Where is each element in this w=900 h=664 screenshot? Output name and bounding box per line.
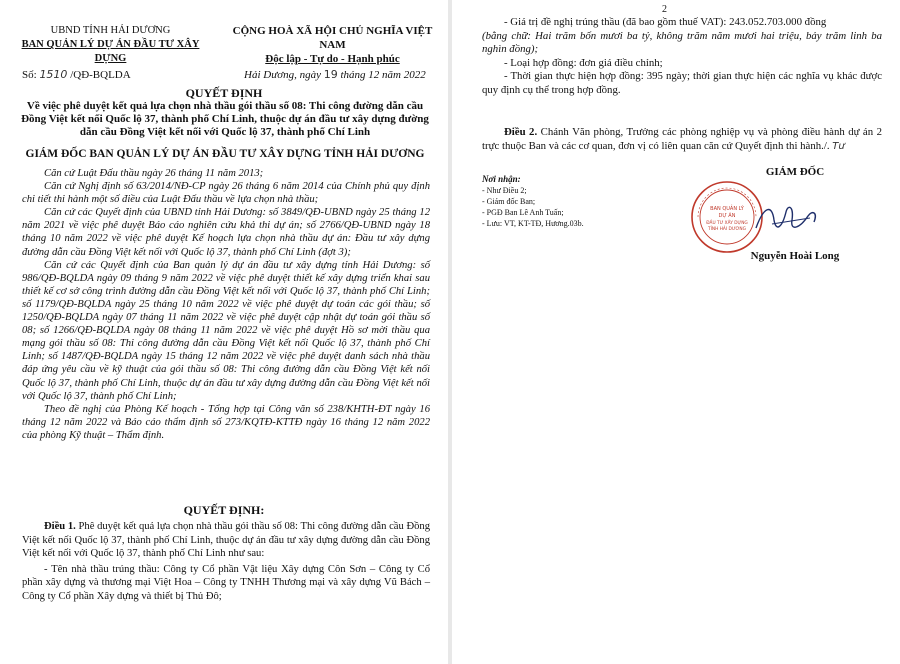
basis-paragraph: Căn cứ các Quyết định của Ban quản lý dự án đầu tư xây dựng tỉnh Hải Dương: số 986/QĐ-BQLDA ngày 09 tháng 9 năm 2022 về việc phê duyệt thiết kế xây dựng triển khai sau thiết kế cơ sở công trình đường dẫn cầu Đồng Việt kết nối với Quốc lộ 37, thành phố Chí Linh; số 1179/QĐ-BQLDA ngày 25 tháng 10 năm 2022 về việc phê duyệt dự toán các gói thầu; số 1250/QĐ-BQLDA ngày 07 tháng 11 năm 2022 về việc phê duyệt cập nhật dự toán gói thầu số 08; số 1266/QĐ-BQLDA ngày 08 tháng 11 năm 2022 về việc phê duyệt Hồ sơ mời thầu qua mạng gói thầu số 08: Thi công đường dẫn cầu Đồng Việt kết nối Quốc lộ 37, thành phố Chí Linh; số 1487/QĐ-BQLDA ngày 15 tháng 12 năm 2022 về việc phê duyệt danh sách nhà thầu đáp ứng yêu cầu về kỹ thuật của gói thầu số 08: Thi công đường dẫn cầu Đồng Việt kết nối Quốc lộ 37, thành phố Chí Linh, thuộc dự án đầu tư xây dựng đường dẫn cầu Đồng Việt kết nối với Quốc lộ 37, thành phố Chí Linh; xyxy=(22,259,430,402)
article-1 xyxy=(22,520,430,606)
document-subject: Về việc phê duyệt kết quả lựa chọn nhà thầu gói thầu số 08: Thi công đường dẫn cầu Đồng Việt kết nối Quốc lộ 37, thành phố Chí Linh, thuộc dự án đầu tư xây dựng đường dẫn cầu Đồng Việt kết nối với Quốc lộ 37, thành phố Chí Linh xyxy=(21,100,429,138)
handwritten-number: 1510 xyxy=(39,68,68,81)
signer-name: Nguyễn Hoài Long xyxy=(750,250,840,262)
document-date xyxy=(244,68,426,81)
article-2-label: Điều 2. xyxy=(504,126,538,138)
svg-text:DỰ ÁN: DỰ ÁN xyxy=(718,213,736,219)
signature-icon xyxy=(752,198,822,238)
basis-paragraph: Căn cứ các Quyết định của UBND tỉnh Hải Dương: số 3849/QĐ-UBND ngày 25 tháng 12 năm 2021 về việc phê duyệt Báo cáo nghiên cứu khả thi dự án; số 2766/QĐ-UBND ngày 18 tháng 10 năm 2022 về việc phê duyệt Kế hoạch lựa chọn nhà thầu dự án: Đầu tư xây dựng đường dẫn cầu Đồng Việt kết nối với Quốc lộ 37, thành phố Chí Linh (đợt 3); xyxy=(22,207,430,258)
basis-paragraph: Theo đề nghị của Phòng Kế hoạch - Tổng hợp tại Công văn số 238/KHTH-ĐT ngày 16 tháng 12 năm 2022 và Báo cáo thẩm định số 273/KQTĐ-KTTĐ ngày 16 tháng 12 năm 2022 của phòng Kỹ thuật – Thẩm định. xyxy=(22,403,430,441)
agency-line-2: BAN QUẢN LÝ DỰ ÁN ĐẦU TƯ XÂY DỰNG xyxy=(21,39,200,64)
svg-text:TỈNH HẢI DƯƠNG: TỈNH HẢI DƯƠNG xyxy=(708,227,746,232)
document-number xyxy=(22,68,131,81)
article-1-text: Phê duyệt kết quả lựa chọn nhà thầu gói thầu số 08: Thi công đường dẫn cầu Đồng Việt kết nối Quốc lộ 37, thành phố Chí Linh, thuộc dự án đầu tư xây dựng đường dẫn cầu Đồng Việt kết nối với Quốc lộ 37, thành phố Chí Linh như sau: xyxy=(22,521,430,560)
contract-type: - Loại hợp đồng: đơn giá điều chỉnh; xyxy=(504,56,663,69)
number-prefix: Số: xyxy=(22,69,37,81)
issuing-agency xyxy=(18,24,203,66)
contract-duration: - Thời gian thực hiện hợp đồng: 395 ngày; thời gian thực hiện các nghĩa vụ khác được quy định cụ thể trong hợp đồng. xyxy=(482,70,882,96)
national-motto xyxy=(220,24,445,66)
price-line: - Giá trị đề nghị trúng thầu (đã bao gồm thuế VAT): 243.052.703.000 đồng xyxy=(504,16,827,28)
recipients-block xyxy=(482,174,652,229)
signer-title: GIÁM ĐỐC xyxy=(765,166,825,178)
recipients-heading: Nơi nhận: xyxy=(482,174,521,184)
basis-paragraph: Căn cứ Nghị định số 63/2014/NĐ-CP ngày 26 tháng 6 năm 2014 của Chính phủ quy định chi tiết thi hành một số điều của Luật Đấu thầu về lựa chọn nhà thầu; xyxy=(22,181,430,206)
agency-line-1: UBND TỈNH HẢI DƯƠNG xyxy=(50,25,171,36)
decision-title: QUYẾT ĐỊNH: xyxy=(183,503,265,517)
price-in-words: (bằng chữ: Hai trăm bốn mươi ba tỷ, không trăm năm mươi hai triệu, bảy trăm linh ba nghìn đồng); xyxy=(482,29,882,56)
article-2 xyxy=(482,126,882,153)
document-title: QUYẾT ĐỊNH xyxy=(185,86,263,100)
page-1 xyxy=(0,0,448,664)
recipient-item: - Giám đốc Ban; xyxy=(482,197,536,206)
number-suffix: /QĐ-BQLDA xyxy=(70,69,131,81)
award-details xyxy=(482,16,882,98)
article-1-label: Điều 1. xyxy=(44,521,76,532)
recipient-item: - PGĐ Ban Lê Anh Tuấn; xyxy=(482,208,564,217)
date-suffix: tháng 12 năm 2022 xyxy=(340,69,426,81)
nation-line-2: Độc lập - Tự do - Hạnh phúc xyxy=(265,53,400,65)
basis-paragraph: Căn cứ Luật Đấu thầu ngày 26 tháng 11 năm 2013; xyxy=(44,168,264,179)
handwritten-initial: Tư xyxy=(832,140,845,152)
handwritten-day: 19 xyxy=(323,68,338,81)
page-2 xyxy=(452,0,900,664)
recipient-item: - Lưu: VT, KT-TĐ, Hương.03b. xyxy=(482,219,584,228)
legal-basis xyxy=(22,167,430,442)
article-2-text: Chánh Văn phòng, Trưởng các phòng nghiệp vụ và phòng điều hành dự án 2 trực thuộc Ban và các cơ quan, đơn vị có liên quan căn cứ Quyết định thi hành./. xyxy=(482,126,882,152)
director-heading: GIÁM ĐỐC BAN QUẢN LÝ DỰ ÁN ĐẦU TƯ XÂY DỰNG TỈNH HẢI DƯƠNG xyxy=(25,148,425,160)
date-prefix: Hải Dương, ngày xyxy=(244,69,321,81)
winner-line: - Tên nhà thầu trúng thầu: Công ty Cổ phần Vật liệu Xây dựng Côn Sơn – Công ty Cổ phần xây dựng và thương mại Việt Hoa – Công ty TNHH Thương mại và xây dựng Vũ Bách – Công ty Cổ phần Xây dựng và thiết bị Thủ Đô; xyxy=(22,563,430,602)
nation-line-1: CỘNG HOÀ XÃ HỘI CHỦ NGHĨA VIỆT NAM xyxy=(232,25,433,51)
svg-text:ĐẦU TƯ XÂY DỰNG: ĐẦU TƯ XÂY DỰNG xyxy=(706,221,748,226)
recipient-item: - Như Điều 2; xyxy=(482,186,527,195)
page-number: 2 xyxy=(662,4,667,15)
svg-text:BAN QUẢN LÝ: BAN QUẢN LÝ xyxy=(710,206,744,212)
